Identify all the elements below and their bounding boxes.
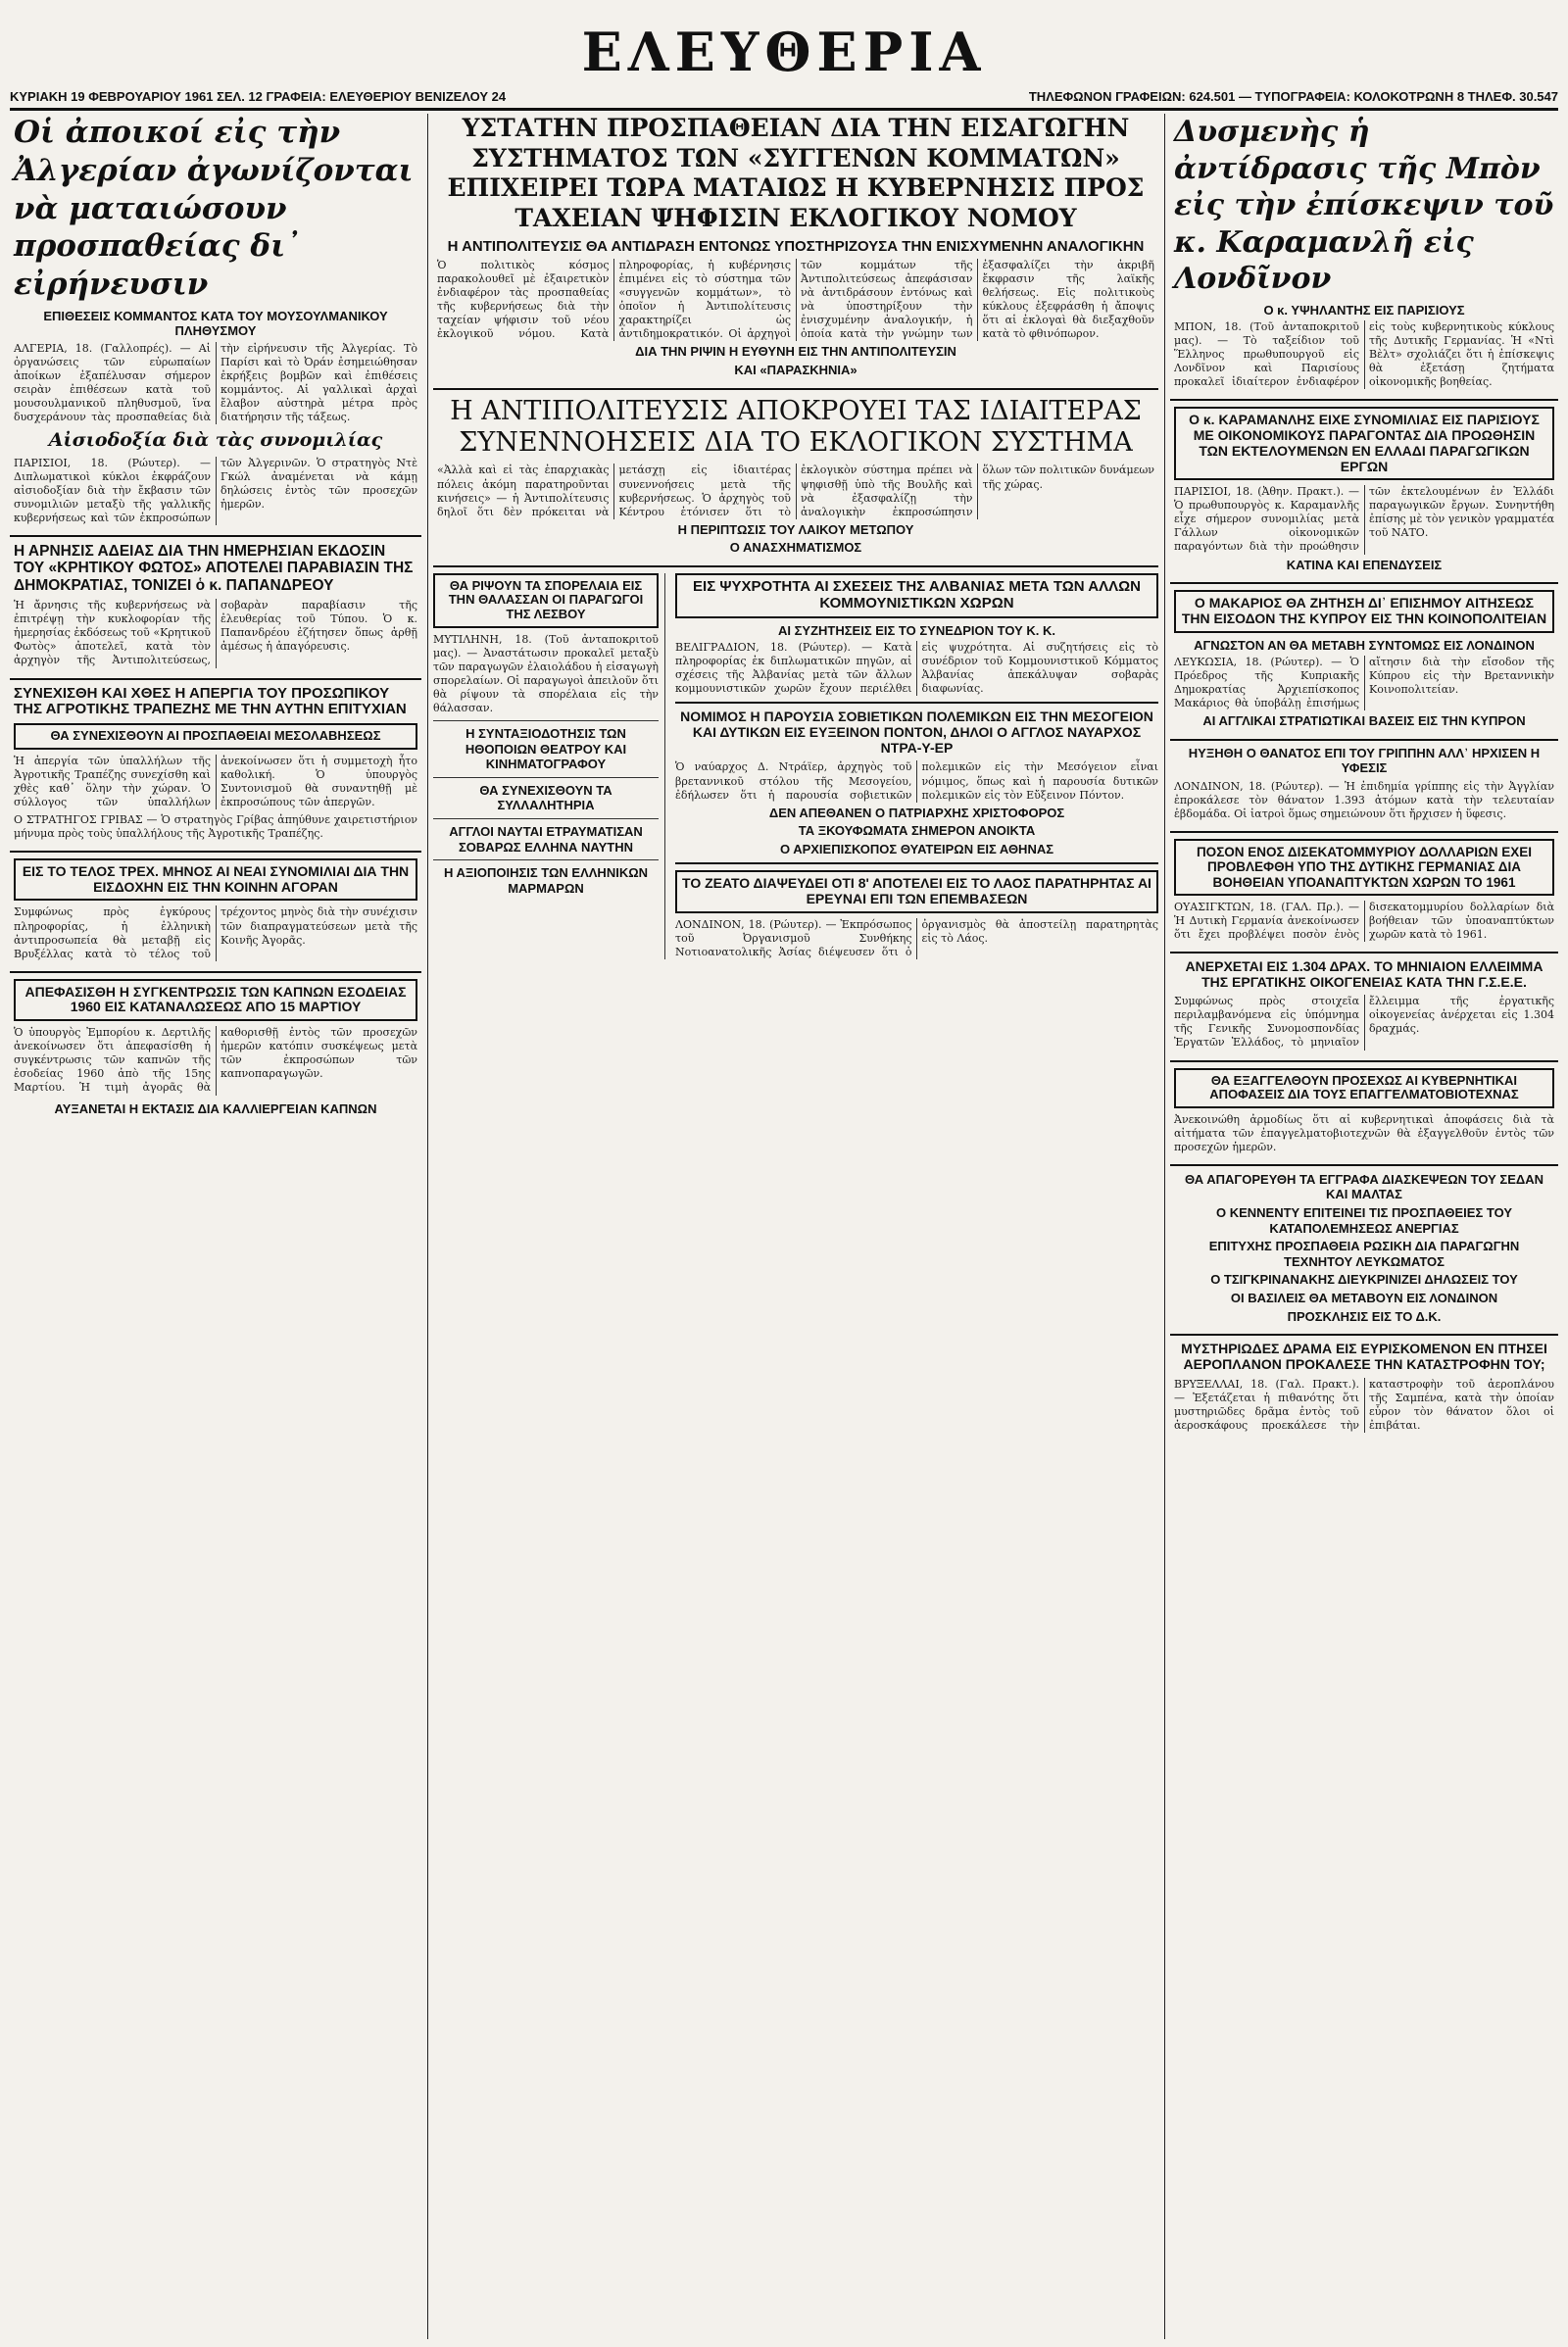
plane-mystery-headline: ΜΥΣΤΗΡΙΩΔΕΣ ΔΡΑΜΑ ΕΙΣ ΕΥΡΙΣΚΟΜΕΝΟΝ ΕΝ ΠΤΗΣΕΙ ΑΕΡΟΠΛΑΝΟΝ ΠΡΟΚΑΛΕΣΕ ΤΗΝ ΚΑΤΑΣΤΡΟΦΗΝ ΤΟΥ; bbox=[1181, 1341, 1547, 1372]
left-column bbox=[10, 114, 421, 2339]
algeria-headline-2: Αἰσιοδοξία διὰ τὰς συνομιλίας bbox=[48, 429, 383, 452]
paris-subhead: ΚΑΤΙΝΑ ΚΑΙ ΕΠΕΝΔΥΣΕΙΣ bbox=[1286, 557, 1443, 572]
divider bbox=[675, 702, 1158, 704]
tobacco-body: Ὁ ὑπουργὸς Ἐμπορίου κ. Δερτιλῆς ἀνεκοίνωσεν ὅτι ἀπεφασίσθη ἡ συγκέντρωσις τῶν καπνῶν τῆς ἐσοδείας 1960 ἀπὸ τῆς 15ης Μαρτίου. Ἡ τιμὴ ἀγορᾶς θὰ καθορισθῇ ἐντὸς τῶν προσεχῶν ἡμερῶν κατόπιν συσκέψεως μετὰ τῶν ἐκπροσώπων τῶν καπνοπαραγωγῶν. bbox=[14, 1026, 417, 1095]
lead-deck: Η ΑΝΤΙΠΟΛΙΤΕΥΣΙΣ ΘΑ ΑΝΤΙΔΡΑΣΗ ΕΝΤΟΝΩΣ ΥΠΟΣΤΗΡΙΖΟΥΣΑ ΤΗΝ ΕΝΙΣΧΥΜΕΝΗΝ ΑΝΑΛΟΓΙΚΗΝ bbox=[447, 238, 1145, 255]
seato-body: ΛΟΝΔΙΝΟΝ, 18. (Ρώυτερ). — Ἐκπρόσωπος τοῦ Ὀργανισμοῦ Συνθήκης Νοτιοανατολικῆς Ἀσίας διέψευσεν ὅτι ὁ ὀργανισμὸς θὰ ἀποστείλῃ παρατηρητὰς εἰς τὸ Λάος. bbox=[675, 917, 1158, 958]
divider bbox=[10, 678, 421, 680]
albania-body: ΒΕΛΙΓΡΑΔΙΟΝ, 18. (Ρώυτερ). — Κατὰ πληροφορίας ἐκ διπλωματικῶν πηγῶν, αἱ σχέσεις τῆς Ἀλβανίας μετὰ τῶν ἄλλων κομμουνιστικῶν χωρῶν ἔχουν περιέλθει εἰς ψυχρότητα. Αἱ συζητήσεις εἰς τὸ συνέδριον τοῦ Κομμουνιστικοῦ Κόμματος Ἀλβανίας ἀπεκάλυψαν σοβαρὰς διαφωνίας. bbox=[675, 641, 1158, 696]
gsee-headline: ΑΝΕΡΧΕΤΑΙ ΕΙΣ 1.304 ΔΡΑΧ. ΤΟ ΜΗΝΙΑΙΟΝ ΕΛΛΕΙΜΜΑ ΤΗΣ ΕΡΓΑΤΙΚΗΣ ΟΙΚΟΓΕΝΕΙΑΣ ΚΑΤΑ ΤΗΝ Γ.Σ.Ε.Ε. bbox=[1185, 957, 1544, 990]
tobacco-footer-headline: ΑΥΞΑΝΕΤΑΙ Η ΕΚΤΑΣΙΣ ΔΙΑ ΚΑΛΛΙΕΡΓΕΙΑΝ ΚΑΠΝΩΝ bbox=[54, 1100, 377, 1116]
algeria-headline: Οἱ ἀποικοί εἰς τὴν Ἀλγερίαν ἀγωνίζονται νὰ ματαιώσουν προσπαθείας δι᾽ εἰρήνευσιν bbox=[14, 115, 414, 302]
paris-article bbox=[1174, 407, 1554, 572]
tobacco-headline: ΑΠΕΦΑΣΙΣΘΗ Η ΣΥΓΚΕΝΤΡΩΣΙΣ ΤΩΝ ΚΑΠΝΩΝ ΕΣΟΔΕΙΑΣ 1960 ΕΙΣ ΚΑΤΑΝΑΛΩΣΕΩΣ ΑΠΟ 15 ΜΑΡΤΙΟΥ bbox=[14, 979, 417, 1021]
column-rule bbox=[427, 114, 428, 2339]
artisans-body: Ἀνεκοινώθη ἀρμοδίως ὅτι αἱ κυβερνητικαὶ ἀποφάσεις διὰ τὰ αἰτήματα τῶν ἐπαγγελματοβιοτεχνῶν θὰ ἐξαγγελθοῦν ἐντὸς τῶν προσεχῶν ἡμερῶν. bbox=[1174, 1112, 1554, 1153]
brief-headline-4: Ο ΤΣΙΓΚΡΙΝΑΝΑΚΗΣ ΔΙΕΥΚΡΙΝΙΖΕΙ ΔΗΛΩΣΕΙΣ ΤΟΥ bbox=[1210, 1272, 1518, 1288]
brief-headline-2: Ο ΚΕΝΝΕΝΤΥ ΕΠΙΤΕΙΝΕΙ ΤΙΣ ΠΡΟΣΠΑΘΕΙΕΣ ΤΟΥ ΚΑΤΑΠΟΛΕΜΗΣΕΩΣ ΑΝΕΡΓΙΑΣ bbox=[1216, 1205, 1512, 1236]
lesbos-subhead-3: ΑΓΓΛΟΙ ΝΑΥΤΑΙ ΕΤΡΑΥΜΑΤΙΣΑΝ ΣΟΒΑΡΩΣ ΕΛΛΗΝΑ ΝΑΥΤΗΝ bbox=[449, 824, 643, 855]
soviet-subhead-3: Ο ΑΡΧΙΕΠΙΣΚΟΠΟΣ ΘΥΑΤΕΙΡΩΝ ΕΙΣ ΑΘΗΝΑΣ bbox=[779, 841, 1054, 856]
cyprus-headline: Ο ΜΑΚΑΡΙΟΣ ΘΑ ΖΗΤΗΣΗ ΔΙ᾽ ΕΠΙΣΗΜΟΥ ΑΙΤΗΣΕΩΣ ΤΗΝ ΕΙΣΟΔΟΝ ΤΗΣ ΚΥΠΡΟΥ ΕΙΣ ΤΗΝ ΚΟΙΝΟΠΟΛΙΤΕΙΑΝ bbox=[1174, 590, 1554, 632]
divider bbox=[1170, 399, 1558, 401]
opposition-subhead-1: Η ΠΕΡΙΠΤΩΣΙΣ ΤΟΥ ΛΑΙΚΟΥ ΜΕΤΩΠΟΥ bbox=[677, 521, 914, 537]
kritiko-fos-headline: Η ΑΡΝΗΣΙΣ ΑΔΕΙΑΣ ΔΙΑ ΤΗΝ ΗΜΕΡΗΣΙΑΝ ΕΚΔΟΣΙΝ ΤΟΥ «ΚΡΗΤΙΚΟΥ ΦΩΤΟΣ» ΑΠΟΤΕΛΕΙ ΠΑΡΑΒΙΑΣΙΝ ΤΗΣ ΔΗΜΟΚΡΑΤΙΑΣ, ΤΟΝΙΖΕΙ ὁ κ. ΠΑΠΑΝΔΡΕΟΥ bbox=[14, 543, 414, 594]
paris-body: ΠΑΡΙΣΙΟΙ, 18. (Ἀθην. Πρακτ.). — Ὁ πρωθυπουργὸς κ. Καραμανλῆς εἶχε σήμερον συνομιλίας μετὰ Γάλλων οἰκονομικῶν παραγόντων διὰ τὴν προώθησιν τῶν ἐκτελουμένων ἐν Ἑλλάδι παραγωγικῶν ἔργων. Συνηντήθη ἐπίσης μὲ τὸν γενικὸν γραμματέα τοῦ ΝΑΤΟ. bbox=[1174, 485, 1555, 554]
strike-article bbox=[14, 686, 417, 842]
divider bbox=[675, 862, 1158, 864]
algeria-body: ΑΛΓΕΡΙΑ, 18. (Γαλλοπρές). — Αἱ ὀργανώσεις τῶν εὐρωπαίων ἀποίκων ἐξαπέλυσαν σήμερον σειρὰν ἐπιθέσεων κατὰ τοῦ μουσουλμανικοῦ πληθυσμοῦ, ἵνα δυσχεράνουν τὰς προσπαθείας διὰ τὴν εἰρήνευσιν τῆς Ἀλγερίας. Τὸ Παρίσι καὶ τὸ Ὀράν ἐσημειώθησαν ἐκρήξεις βομβῶν καὶ ἐπιθέσεις κομμάντος. Αἱ γαλλικαὶ ἀρχαὶ ἔλαβον αὐστηρὰ μέτρα πρὸς διατήρησιν τῆς τάξεως. bbox=[14, 341, 417, 424]
albania-subheadline: ΑΙ ΣΥΖΗΤΗΣΕΙΣ ΕΙΣ ΤΟ ΣΥΝΕΔΡΙΟΝ ΤΟΥ Κ. Κ. bbox=[778, 622, 1055, 638]
divider bbox=[1170, 1060, 1558, 1062]
brief-headline-6: ΠΡΟΣΚΛΗΣΙΣ ΕΙΣ ΤΟ Δ.Κ. bbox=[1287, 1308, 1442, 1324]
common-market-body: Συμφώνως πρὸς ἐγκύρους πληροφορίας, ἡ ἐλληνικὴ ἀντιπροσωπεία θὰ μεταβῇ εἰς Βρυξέλλας κατὰ τὸ τέλος τοῦ τρέχοντος μηνὸς διὰ τὴν συνέχισιν τῶν διαπραγματεύσεων μετὰ τῆς Κοινῆς Ἀγορᾶς. bbox=[14, 905, 417, 960]
soviet-fleet-headline: ΝΟΜΙΜΟΣ Η ΠΑΡΟΥΣΙΑ ΣΟΒΙΕΤΙΚΩΝ ΠΟΛΕΜΙΚΩΝ ΕΙΣ ΤΗΝ ΜΕΣΟΓΕΙΟΝ ΚΑΙ ΔΥΤΙΚΩΝ ΕΙΣ ΕΥΞΕΙΝΟΝ ΠΟΝΤΟΝ, ΔΗΛΟΙ Ο ΑΓΓΛΟΣ ΝΑΥΑΡΧΟΣ ΝΤΡΑ-Υ-ΕΡ bbox=[680, 709, 1153, 756]
common-market-article bbox=[14, 858, 417, 961]
flu-headline: ΗΥΞΗΘΗ Ο ΘΑΝΑΤΟΣ ΕΠΙ ΤΟΥ ΓΡΙΠΠΗΝ ΑΛΛ᾽ ΗΡΧΙΣΕΝ Η ΥΦΕΣΙΣ bbox=[1188, 746, 1541, 775]
lesbos-subhead-1: Η ΣΥΝΤΑΞΙΟΔΟΤΗΣΙΣ ΤΩΝ ΗΘΟΠΟΙΩΝ ΘΕΑΤΡΟΥ ΚΑΙ ΚΙΝΗΜΑΤΟΓΡΑΦΟΥ bbox=[465, 726, 627, 772]
divider bbox=[10, 971, 421, 973]
albania-column bbox=[675, 573, 1158, 959]
albania-headline: ΕΙΣ ΨΥΧΡΟΤΗΤΑ ΑΙ ΣΧΕΣΕΙΣ ΤΗΣ ΑΛΒΑΝΙΑΣ ΜΕΤΑ ΤΩΝ ΑΛΛΩΝ ΚΟΜΜΟΥΝΙΣΤΙΚΩΝ ΧΩΡΩΝ bbox=[675, 573, 1158, 618]
lesbos-headline: ΘΑ ΡΙΨΟΥΝ ΤΑ ΣΠΟΡΕΛΑΙΑ ΕΙΣ ΤΗΝ ΘΑΛΑΣΣΑΝ ΟΙ ΠΑΡΑΓΩΓΟΙ ΤΗΣ ΛΕΣΒΟΥ bbox=[433, 573, 659, 628]
masthead bbox=[10, 20, 1558, 111]
cyprus-article bbox=[1174, 590, 1554, 729]
divider bbox=[10, 535, 421, 537]
phone-info: ΤΗΛΕΦΩΝΟΝ ΓΡΑΦΕΙΩΝ: 624.501 — ΤΥΠΟΓΡΑΦΕΙΑ: ΚΟΛΟΚΟΤΡΩΝΗ 8 ΤΗΛΕΦ. 30.547 bbox=[1028, 89, 1558, 104]
opposition-subhead-2: Ο ΑΝΑΣΧΗΜΑΤΙΣΜΟΣ bbox=[729, 540, 862, 556]
divider bbox=[433, 565, 1158, 567]
center-column bbox=[433, 114, 1158, 2339]
soviet-subhead-1: ΔΕΝ ΑΠΕΘΑΝΕΝ Ο ΠΑΤΡΙΑΡΧΗΣ ΧΡΙΣΤΟΦΟΡΟΣ bbox=[768, 805, 1065, 820]
opposition-headline: Η ΑΝΤΙΠΟΛΙΤΕΥΣΙΣ ΑΠΟΚΡΟΥΕΙ ΤΑΣ ΙΔΙΑΙΤΕΡΑΣ ΣΥΝΕΝΝΟΗΣΕΙΣ ΔΙΑ ΤΟ ΕΚΛΟΓΙΚΟΝ ΣΥΣΤΗΜΑ bbox=[450, 395, 1142, 459]
divider bbox=[433, 388, 1158, 390]
divider bbox=[433, 859, 659, 860]
tobacco-article bbox=[14, 979, 417, 1116]
common-market-headline: ΕΙΣ ΤΟ ΤΕΛΟΣ ΤΡΕΧ. ΜΗΝΟΣ ΑΙ ΝΕΑΙ ΣΥΝΟΜΙΛΙΑΙ ΔΙΑ ΤΗΝ ΕΙΣΔΟΧΗΝ ΕΙΣ ΤΗΝ ΚΟΙΝΗΝ ΑΓΟΡΑΝ bbox=[14, 858, 417, 901]
artisans-headline: ΘΑ ΕΞΑΓΓΕΛΘΟΥΝ ΠΡΟΣΕΧΩΣ ΑΙ ΚΥΒΕΡΝΗΤΙΚΑΙ ΑΠΟΦΑΣΕΙΣ ΔΙΑ ΤΟΥΣ ΕΠΑΓΓΕΛΜΑΤΟΒΙΟΤΕΧΝΑΣ bbox=[1174, 1068, 1554, 1108]
lesbos-body: ΜΥΤΙΛΗΝΗ, 18. (Τοῦ ἀνταποκριτοῦ μας). — Ἀναστάτωσιν προκαλεῖ μεταξὺ τῶν παραγωγῶν ἐλαιολάδου ἡ εἰσαγωγὴ σπορελαίων. Οἱ παραγωγοὶ ἀπειλοῦν ὅτι θὰ ρίψουν τὰ σπορέλαια εἰς τὴν θάλασσαν. bbox=[433, 632, 659, 714]
cyprus-subheadline: ΑΓΝΩΣΤΟΝ ΑΝ ΘΑ ΜΕΤΑΒΗ ΣΥΝΤΟΜΩΣ ΕΙΣ ΛΟΝΔΙΝΟΝ bbox=[1194, 637, 1535, 653]
cyprus-body: ΛΕΥΚΩΣΙΑ, 18. (Ρώυτερ). — Ὁ Πρόεδρος τῆς Κυπριακῆς Δημοκρατίας Ἀρχιεπίσκοπος Μακάριος θὰ ὑποβάλῃ ἐπισήμως αἴτησιν διὰ τὴν εἴσοδον τῆς Κύπρου εἰς τὴν Βρεταννικὴν Κοινοπολιτείαν. bbox=[1174, 656, 1554, 710]
lead-headline: ΥΣΤΑΤΗΝ ΠΡΟΣΠΑΘΕΙΑΝ ΔΙΑ ΤΗΝ ΕΙΣΑΓΩΓΗΝ ΣΥΣΤΗΜΑΤΟΣ ΤΩΝ «ΣΥΓΓΕΝΩΝ ΚΟΜΜΑΤΩΝ» ΕΠΙΧΕΙΡΕΙ ΤΩΡΑ ΜΑΤΑΙΩΣ Η ΚΥΒΕΡΝΗΣΙΣ ΠΡΟΣ ΤΑΧΕΙΑΝ ΨΗΦΙΣΙΝ ΕΚΛΟΓΙΚΟΥ ΝΟΜΟΥ bbox=[447, 114, 1145, 232]
lead-subhead-2: ΚΑΙ «ΠΑΡΑΣΚΗΝΙΑ» bbox=[734, 363, 858, 378]
lead-body: Ὁ πολιτικὸς κόσμος παρακολουθεῖ μὲ ἐξαιρετικὸν ἐνδιαφέρον τὰς προσπαθείας τῆς κυβερνήσεως διὰ τὴν ταχείαν ψήφισιν τοῦ νέου ἐκλογικοῦ νόμου. Κατὰ πληροφορίας, ἡ κυβέρνησις ἐπιμένει εἰς τὸ σύστημα τῶν «συγγενῶν κομμάτων», τὸ ὁποῖον ἡ Ἀντιπολίτευσις χαρακτηρίζει ὡς ἀντιδημοκρατικόν. Οἱ ἀρχηγοὶ τῶν κομμάτων τῆς Ἀντιπολιτεύσεως ἀπεφάσισαν νὰ ἀντιδράσουν ἐντόνως καὶ νὰ ὑποστηρίξουν τὴν ἐνισχυμένην ἀναλογικήν, ἡ ὁποία κατὰ τὴν γνώμην των ἐξασφαλίζει τὴν ἀκριβῆ ἔκφρασιν τῆς λαϊκῆς θελήσεως. Εἰς πολιτικοὺς κύκλους ἐξεφράσθη ἡ ἄποψις ὅτι αἱ ἐκλογαὶ θὰ διεξαχθοῦν κατὰ τὸ φθινόπωρον. bbox=[437, 259, 1154, 341]
lead-article bbox=[437, 114, 1154, 378]
germany-aid-article bbox=[1174, 839, 1554, 942]
gsee-article bbox=[1174, 959, 1554, 1051]
bonn-byline: Ο κ. ΥΨΗΛΑΝΤΗΣ ΕΙΣ ΠΑΡΙΣΙΟΥΣ bbox=[1263, 302, 1465, 318]
kritiko-fos-article bbox=[14, 543, 417, 667]
divider bbox=[10, 851, 421, 853]
divider bbox=[1170, 1334, 1558, 1336]
divider bbox=[1170, 582, 1558, 584]
column-rule bbox=[1164, 114, 1165, 2339]
date-and-address: ΚΥΡΙΑΚΗ 19 ΦΕΒΡΟΥΑΡΙΟΥ 1961 ΣΕΛ. 12 ΓΡΑΦΕΙΑ: ΕΛΕΥΘΕΡΙΟΥ ΒΕΝΙΖΕΛΟΥ 24 bbox=[10, 89, 507, 104]
right-column bbox=[1170, 114, 1558, 2339]
brief-headline-5: ΟΙ ΒΑΣΙΛΕΙΣ ΘΑ ΜΕΤΑΒΟΥΝ ΕΙΣ ΛΟΝΔΙΝΟΝ bbox=[1230, 1291, 1498, 1306]
algeria-article bbox=[14, 114, 417, 525]
masthead-info-line bbox=[10, 86, 1558, 104]
lesbos-column bbox=[433, 573, 665, 959]
strike-body: Ἡ ἀπεργία τῶν ὑπαλλήλων τῆς Ἀγροτικῆς Τραπέζης συνεχίσθη καὶ χθὲς καθ᾽ ὅλην τὴν χώραν. Ὁ σύλλογος τῶν ὑπαλλήλων ἀνεκοίνωσεν ὅτι ἡ συμμετοχὴ ἦτο καθολική. Ὁ ὑπουργὸς Συντονισμοῦ θὰ συναντηθῇ μὲ ἐκπροσώπους τῶν ἀπεργῶν. bbox=[14, 754, 417, 808]
newspaper-title: ΕΛΕΥΘΕΡΙΑ bbox=[581, 21, 987, 83]
strike-headline: ΣΥΝΕΧΙΣΘΗ ΚΑΙ ΧΘΕΣ Η ΑΠΕΡΓΙΑ ΤΟΥ ΠΡΟΣΩΠΙΚΟΥ ΤΗΣ ΑΓΡΟΤΙΚΗΣ ΤΡΑΠΕΖΗΣ ΜΕ ΤΗΝ ΑΥΤΗΝ ΕΠΙΤΥΧΙΑΝ bbox=[14, 684, 407, 718]
lead-subhead-1: ΔΙΑ ΤΗΝ ΡΙΨΙΝ Η ΕΥΘΥΝΗ ΕΙΣ ΤΗΝ ΑΝΤΙΠΟΛΙΤΕΥΣΙΝ bbox=[635, 344, 956, 360]
soviet-fleet-body: Ὁ ναύαρχος Δ. Ντράϊερ, ἀρχηγὸς τοῦ βρεταννικοῦ στόλου τῆς Μεσογείου, ἐδήλωσεν ὅτι ἡ παρουσία σοβιετικῶν πολεμικῶν εἰς τὴν Μεσόγειον εἶναι νόμιμος, ὅπως καὶ ἡ παρουσία δυτικῶν πολεμικῶν εἰς τὸν Εὔξεινον Πόντον. bbox=[675, 760, 1158, 802]
divider bbox=[1170, 831, 1558, 833]
kritiko-fos-body: Ἡ ἄρνησις τῆς κυβερνήσεως νὰ ἐπιτρέψῃ τὴν κυκλοφορίαν τῆς ἡμερησίας ἐκδόσεως τοῦ «Κρητικοῦ Φωτὸς» ἀποτελεῖ, κατὰ τὸν ἀρχηγὸν τῆς Ἀντιπολιτεύσεως, σοβαρὰν παραβίασιν τῆς ἐλευθερίας τοῦ Τύπου. Ὁ κ. Παπανδρέου ἐζήτησεν ὅπως ἀρθῇ ἀμέσως ἡ ἀπαγόρευσις. bbox=[14, 599, 417, 667]
strike-subheadline: ΘΑ ΣΥΝΕΧΙΣΘΟΥΝ ΑΙ ΠΡΟΣΠΑΘΕΙΑΙ ΜΕΣΟΛΑΒΗΣΕΩΣ bbox=[14, 723, 417, 750]
flu-body: ΛΟΝΔΙΝΟΝ, 18. (Ρώυτερ). — Ἡ ἐπιδημία γρίππης εἰς τὴν Ἀγγλίαν ἐπροκάλεσε τὸν θάνατον 1.393 ἀτόμων κατὰ τὴν τελευταίαν ἑβδομάδα. Οἱ ἰατροὶ ὅμως σημειώνουν ὅτι ἤρχισεν ἡ ὕφεσις. bbox=[1174, 780, 1554, 821]
strike-body-2: Ο ΣΤΡΑΤΗΓΟΣ ΓΡΙΒΑΣ — Ὁ στρατηγὸς Γρίβας ἀπηύθυνε χαιρετιστήριον μήνυμα πρὸς τοὺς ὑπαλλήλους τῆς Ἀγροτικῆς Τραπέζης. bbox=[14, 812, 417, 841]
opposition-article bbox=[437, 396, 1154, 556]
bonn-body: ΜΠΟΝ, 18. (Τοῦ ἀνταποκριτοῦ μας). — Τὸ ταξείδιον τοῦ Ἕλληνος πρωθυπουργοῦ εἰς Λονδῖνον καὶ Παρισίους προκαλεῖ ἰδιαίτερον ἐνδιαφέρον εἰς τοὺς κυβερνητικοὺς κύκλους τῆς Δυτικῆς Γερμανίας. Ἡ «Ντὶ Βὲλτ» σχολιάζει ὅτι ἡ ἐπίσκεψις θὰ ἐξετάσῃ ζητήματα οἰκονομικῆς βοηθείας. bbox=[1174, 320, 1554, 389]
divider bbox=[433, 777, 659, 778]
divider bbox=[1170, 1164, 1558, 1166]
divider bbox=[433, 720, 659, 721]
divider bbox=[1170, 739, 1558, 741]
algeria-subheadline: ΕΠΙΘΕΣΕΙΣ ΚΟΜΜΑΝΤΟΣ ΚΑΤΑ ΤΟΥ ΜΟΥΣΟΥΛΜΑΝΙΚΟΥ ΠΛΗΘΥΣΜΟΥ bbox=[43, 308, 388, 339]
brief-headline-1: ΘΑ ΑΠΑΓΟΡΕΥΘΗ ΤΑ ΕΓΓΡΑΦΑ ΔΙΑΣΚΕΨΕΩΝ ΤΟΥ ΣΕΔΑΝ ΚΑΙ ΜΑΛΤΑΣ bbox=[1184, 1171, 1544, 1202]
seato-headline: ΤΟ ΖΕΑΤΟ ΔΙΑΨΕΥΔΕΙ ΟΤΙ 8' ΑΠΟΤΕΛΕΙ ΕΙΣ ΤΟ ΛΑΟΣ ΠΑΡΑΤΗΡΗΤΑΣ ΑΙ ΕΡΕΥΝΑΙ ΕΠΙ ΤΩΝ ΕΠΕΜΒΑΣΕΩΝ bbox=[675, 870, 1158, 912]
gsee-body: Συμφώνως πρὸς στοιχεῖα περιλαμβανόμενα εἰς ὑπόμνημα τῆς Γενικῆς Συνομοσπονδίας Ἐργατῶν Ἑλλάδος, τὸ μηνιαῖον ἔλλειμμα τῆς ἐργατικῆς οἰκογενείας ἀνέρχεται εἰς 1.304 δραχμάς. bbox=[1174, 995, 1554, 1050]
bonn-article bbox=[1174, 114, 1554, 389]
germany-aid-body: ΟΥΑΣΙΓΚΤΩΝ, 18. (ΓΑΛ. Πρ.). — Ἡ Δυτικὴ Γερμανία ἀνεκοίνωσεν ὅτι ἔχει προβλέψει ποσὸν ἑνὸς δισεκατομμυρίου δολλαρίων διὰ βοήθειαν τῶν ὑποαναπτύκτων χωρῶν κατὰ τὸ 1961. bbox=[1174, 900, 1554, 941]
soviet-subhead-2: ΤΑ ΞΚΟΥΦΩΜΑΤΑ ΣΗΜΕΡΟΝ ΑΝΟΙΚΤΑ bbox=[798, 823, 1036, 839]
artisans-article bbox=[1174, 1068, 1554, 1154]
divider bbox=[433, 818, 659, 819]
divider bbox=[1170, 952, 1558, 953]
cyprus-subhead-2: ΑΙ ΑΓΓΛΙΚΑΙ ΣΤΡΑΤΙΩΤΙΚΑΙ ΒΑΣΕΙΣ ΕΙΣ ΤΗΝ ΚΥΠΡΟΝ bbox=[1202, 713, 1526, 729]
lesbos-subhead-2: ΘΑ ΣΥΝΕΧΙΣΘΟΥΝ ΤΑ ΣΥΛΛΑΛΗΤΗΡΙΑ bbox=[479, 782, 612, 813]
plane-mystery-article bbox=[1174, 1342, 1554, 1433]
germany-aid-headline: ΠΟΣΟΝ ΕΝΟΣ ΔΙΣΕΚΑΤΟΜΜΥΡΙΟΥ ΔΟΛΛΑΡΙΩΝ ΕΧΕΙ ΠΡΟΒΛΕΦΘΗ ΥΠΟ ΤΗΣ ΔΥΤΙΚΗΣ ΓΕΡΜΑΝΙΑΣ ΔΙΑ ΒΟΗΘΕΙΑΝ ΥΠΟΑΝΑΠΤΥΚΤΩΝ ΧΩΡΩΝ ΤΟ 1961 bbox=[1174, 839, 1554, 895]
opposition-body: «Ἀλλὰ καὶ εἰ τὰς ἐπαρχιακὰς πόλεις ἀκόμη παρατηροῦνται κινήσεις» — ἡ Ἀντιπολίτευσις δηλοῖ ὅτι δὲν πρόκειται νὰ μετάσχῃ εἰς ἰδιαιτέρας συνεννοήσεις μετὰ τῆς κυβερνήσεως. Ὁ ἀρχηγὸς τοῦ Κέντρου ἐτόνισεν ὅτι τὸ ἐκλογικὸν σύστημα πρέπει νὰ ψηφισθῇ ὑπὸ τῆς Βουλῆς καὶ νὰ ἐξασφαλίζῃ τὴν ἀναλογικὴν ἐκπροσώπησιν ὅλων τῶν πολιτικῶν δυνάμεων τῆς χώρας. bbox=[437, 464, 1154, 518]
lesbos-subhead-4: Η ΑΞΙΟΠΟΙΗΣΙΣ ΤΩΝ ΕΛΛΗΝΙΚΩΝ ΜΑΡΜΑΡΩΝ bbox=[443, 865, 649, 896]
bonn-headline: Δυσμενὴς ἡ ἀντίδρασις τῆς Μπὸν εἰς τὴν ἐπίσκεψιν τοῦ κ. Καραμανλῆ εἰς Λονδῖνον bbox=[1174, 115, 1554, 296]
algeria-body-2: ΠΑΡΙΣΙΟΙ, 18. (Ρώυτερ). — Διπλωματικοὶ κύκλοι ἐκφράζουν αἰσιοδοξίαν διὰ τὴν ἔκβασιν τῶν συνομιλιῶν μεταξὺ τῆς γαλλικῆς κυβερνήσεως καὶ τῶν ἐκπροσώπων τῶν Ἀλγερινῶν. Ὁ στρατηγὸς Ντὲ Γκώλ ἀναμένεται νὰ κάμῃ δηλώσεις ἐντὸς τῶν προσεχῶν ἡμερῶν. bbox=[14, 456, 417, 524]
center-lower-row bbox=[433, 573, 1158, 959]
brief-headline-3: ΕΠΙΤΥΧΗΣ ΠΡΟΣΠΑΘΕΙΑ ΡΩΣΙΚΗ ΔΙΑ ΠΑΡΑΓΩΓΗΝ ΤΕΧΝΗΤΟΥ ΛΕΥΚΩΜΑΤΟΣ bbox=[1208, 1239, 1520, 1269]
plane-mystery-body: ΒΡΥΞΕΛΛΑΙ, 18. (Γαλ. Πρακτ.). — Ἐξετάζεται ἡ πιθανότης ὅτι μυστηριῶδες δρᾶμα ἐντὸς τοῦ ἀεροσκάφους προεκάλεσε τὴν καταστροφὴν τοῦ ἀεροπλάνου τῆς Σαμπένα, κατὰ τὴν ὁποίαν εὗρον τὸν θάνατον ὅλοι οἱ ἐπιβάται. bbox=[1174, 1377, 1554, 1432]
paris-headline: Ο κ. ΚΑΡΑΜΑΝΛΗΣ ΕΙΧΕ ΣΥΝΟΜΙΛΙΑΣ ΕΙΣ ΠΑΡΙΣΙΟΥΣ ΜΕ ΟΙΚΟΝΟΜΙΚΟΥΣ ΠΑΡΑΓΟΝΤΑΣ ΔΙΑ ΠΡΟΩΘΗΣΙΝ ΤΩΝ ΕΚΤΕΛΟΥΜΕΝΩΝ ΕΝ ΕΛΛΑΔΙ ΠΑΡΑΓΩΓΙΚΩΝ ΕΡΓΩΝ bbox=[1174, 407, 1554, 480]
right-briefs bbox=[1174, 1172, 1554, 1324]
flu-article bbox=[1174, 747, 1554, 821]
